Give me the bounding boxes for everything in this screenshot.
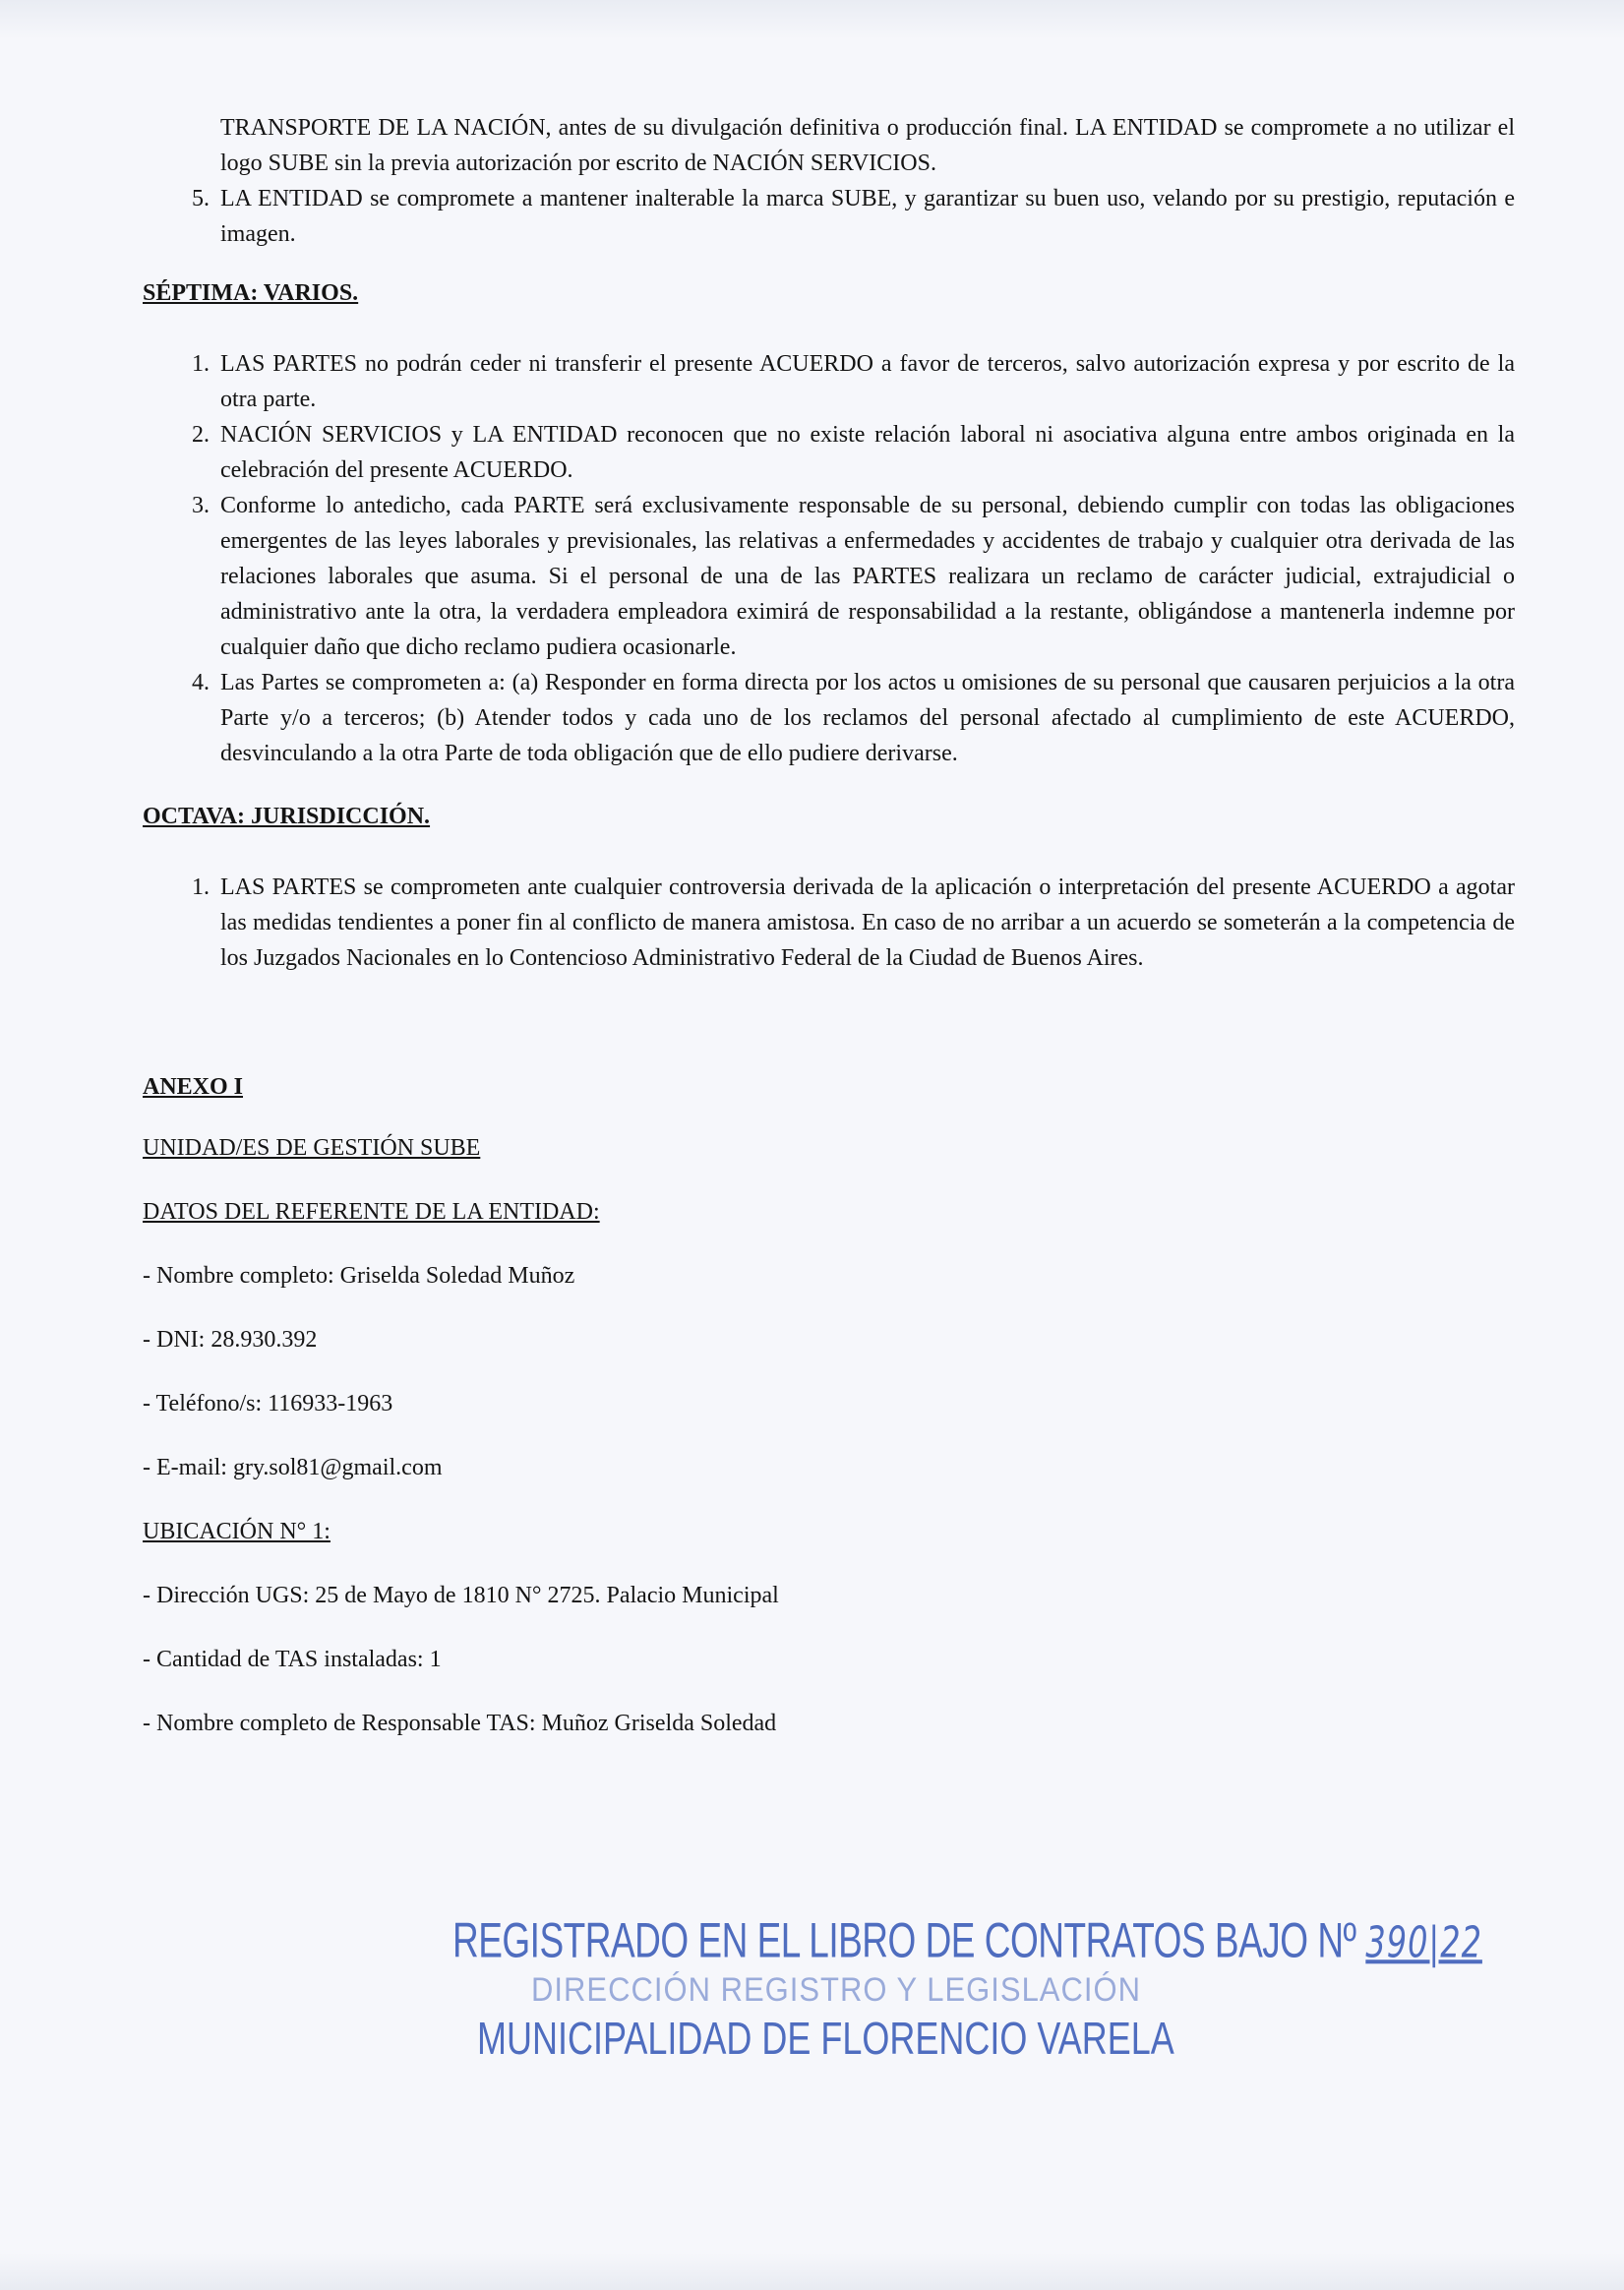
list-item [143, 346, 1515, 417]
section-heading-septima: SÉPTIMA: VARIOS. [143, 280, 359, 306]
ubicacion-responsable-tas: - Nombre completo de Responsable TAS: Muñoz Griselda Soledad [143, 1711, 777, 1736]
referente-email: - E-mail: gry.sol81@gmail.com [143, 1455, 443, 1480]
section-heading-octava: OCTAVA: JURISDICCIÓN. [143, 804, 431, 829]
stamp-line-1 [452, 1913, 1482, 1969]
ubicacion-direccion: - Dirección UGS: 25 de Mayo de 1810 N° 2725. Palacio Municipal [143, 1583, 779, 1608]
item-number: 2. [192, 422, 210, 448]
intro-list [143, 181, 1515, 252]
item-number: 5. [192, 186, 210, 211]
document-body [143, 110, 1515, 1741]
registry-stamp [452, 1913, 1482, 2065]
list-item [143, 665, 1515, 771]
ubicacion-cantidad-tas: - Cantidad de TAS instaladas: 1 [143, 1647, 442, 1672]
item-text: LAS PARTES no podrán ceder ni transferir el presente ACUERDO a favor de terceros, salvo autorización expresa y por escrito de la otra parte. [220, 351, 1515, 412]
item-text: Las Partes se comprometen a: (a) Responder en forma directa por los actos u omisiones de su personal que causaren perjuicios a la otra Parte y/o a terceros; (b) Atender todos y cada uno de los reclamos del personal afectado al cumplimiento de este ACUERDO, desvinculando a la otra Parte de toda obligación que de ello pudiere derivarse. [220, 670, 1515, 766]
referente-dni: - DNI: 28.930.392 [143, 1327, 318, 1353]
item-number: 1. [192, 351, 210, 377]
item-number: 4. [192, 670, 210, 695]
ubicacion-title: UBICACIÓN N° 1: [143, 1519, 331, 1544]
annex-referente-title: DATOS DEL REFERENTE DE LA ENTIDAD: [143, 1199, 600, 1225]
item-number: 3. [192, 493, 210, 518]
item-text: Conforme lo antedicho, cada PARTE será exclusivamente responsable de su personal, debiendo cumplir con todas las obligaciones emergentes de las leyes laborales y previsionales, las relativas a enfermedades y accidentes de trabajo y cualquier otra derivada de las relaciones laborales que asuma. Si el personal de una de las PARTES realizara un reclamo de carácter judicial, extrajudicial o administrativo ante la otra, la verdadera empleadora eximirá de responsabilidad a la restante, obligándose a mantenerla indemne por cualquier daño que dicho reclamo pudiera ocasionarle. [220, 493, 1515, 660]
annex-heading: ANEXO I [143, 1074, 244, 1100]
list-item [143, 417, 1515, 488]
intro-paragraph: TRANSPORTE DE LA NACIÓN, antes de su divulgación definitiva o producción final. LA ENTIDAD se compromete a no utilizar el logo SUBE sin la previa autorización por escrito de NACIÓN SERVICIOS. [220, 115, 1515, 176]
list-item [143, 181, 1515, 252]
stamp-line-3: MUNICIPALIDAD DE FLORENCIO VARELA [477, 2012, 1174, 2065]
octava-list [143, 870, 1515, 976]
stamp-handwritten-number: 390|22 [1365, 1917, 1482, 1968]
list-item [143, 488, 1515, 665]
item-text: LAS PARTES se comprometen ante cualquier controversia derivada de la aplicación o interpretación del presente ACUERDO a agotar las medidas tendientes a poner fin al conflicto de manera amistosa. En caso de no arribar a un acuerdo se someterán a la competencia de los Juzgados Nacionales en lo Contencioso Administrativo Federal de la Ciudad de Buenos Aires. [220, 874, 1515, 971]
referente-nombre: - Nombre completo: Griselda Soledad Muñoz [143, 1263, 575, 1289]
item-text: NACIÓN SERVICIOS y LA ENTIDAD reconocen que no existe relación laboral ni asociativa alguna entre ambos originada en la celebración del presente ACUERDO. [220, 422, 1515, 483]
stamp-registrado-text: REGISTRADO EN EL LIBRO DE CONTRATOS BAJO Nº [452, 1913, 1356, 1968]
septima-list [143, 346, 1515, 771]
referente-telefono: - Teléfono/s: 116933-1963 [143, 1391, 393, 1416]
item-text: LA ENTIDAD se compromete a mantener inalterable la marca SUBE, y garantizar su buen uso, velando por su prestigio, reputación e imagen. [220, 186, 1515, 247]
stamp-line-2: DIRECCIÓN REGISTRO Y LEGISLACIÓN [531, 1970, 1141, 2009]
list-item [143, 870, 1515, 976]
annex-unidad-title: UNIDAD/ES DE GESTIÓN SUBE [143, 1135, 481, 1161]
item-number: 1. [192, 874, 210, 900]
